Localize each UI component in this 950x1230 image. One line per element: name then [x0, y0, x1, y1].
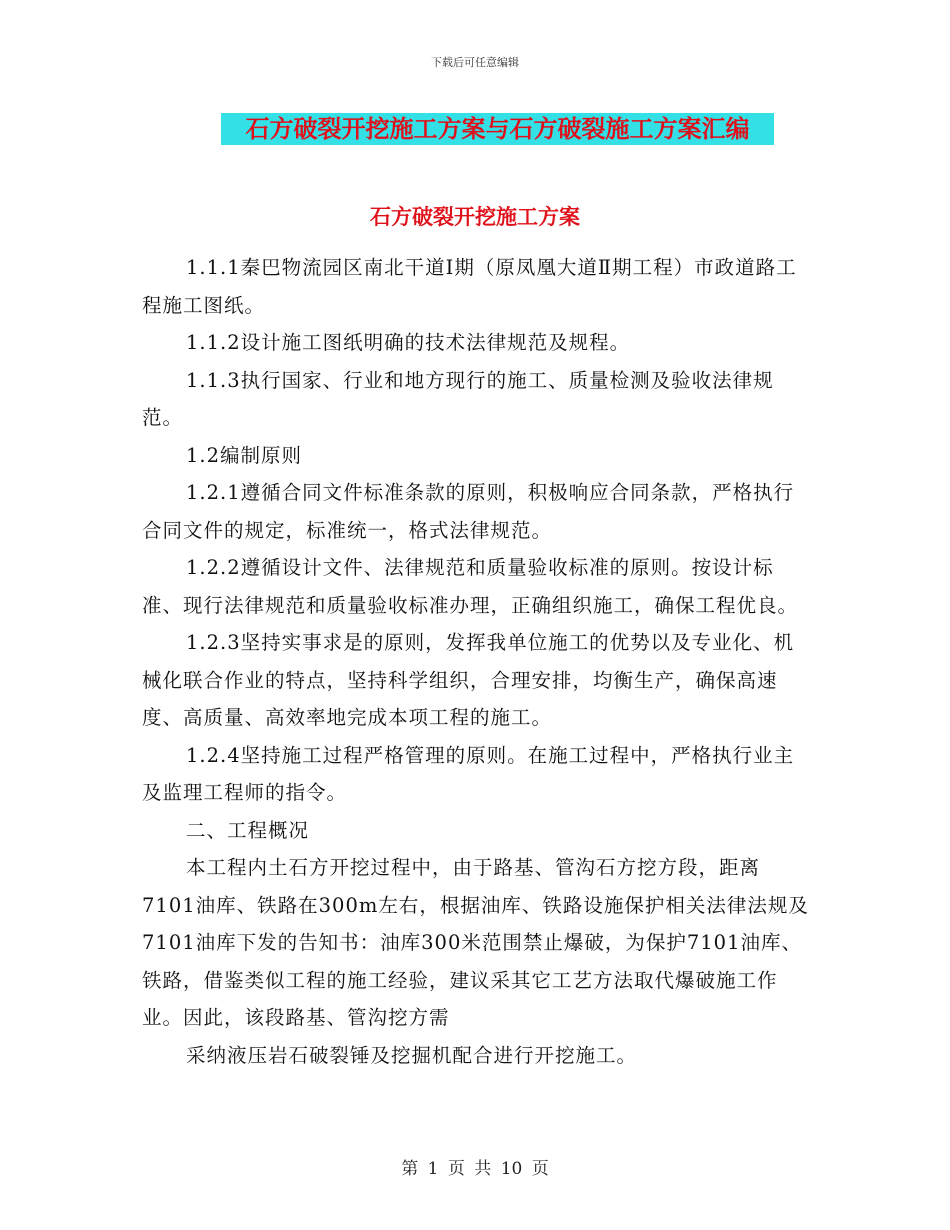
page-number: 第 1 页 共 10 页	[401, 1159, 549, 1179]
paragraph: 1.2.2遵循设计文件、法律规范和质量验收标准的原则。按设计标准、现行法律规范和质量验收标准办理，正确组织施工，确保工程优良。	[142, 556, 799, 617]
paragraph: 1.1.3执行国家、行业和地方现行的施工、质量检测及验收法律规范。	[142, 368, 774, 429]
section-heading: 石方破裂开挖施工方案	[370, 204, 580, 229]
paragraph: 二、工程概况	[186, 818, 310, 842]
paragraph: 1.2.1遵循合同文件标准条款的原则，积极响应合同条款，严格执行合同文件的规定，标准统一，格式法律规范。	[142, 481, 795, 542]
paragraph: 1.2.4坚持施工过程严格管理的原则。在施工过程中，严格执行业主及监理工程师的指令。	[142, 743, 795, 804]
document-title: 石方破裂开挖施工方案与石方破裂施工方案汇编	[221, 113, 774, 145]
paragraph: 1.1.2设计施工图纸明确的技术法律规范及规程。	[186, 331, 631, 354]
paragraph: 1.2.3坚持实事求是的原则，发挥我单位施工的优势以及专业化、机械化联合作业的特点，坚持科学组织，合理安排，均衡生产，确保高速度、高质量、高效率地完成本项工程的施工。	[142, 631, 795, 729]
document-body	[142, 249, 812, 1074]
header-note: 下载后可任意编辑	[431, 56, 519, 69]
paragraph: 采纳液压岩石破裂锤及挖掘机配合进行开挖施工。	[186, 1043, 638, 1067]
paragraph: 1.1.1秦巴物流园区南北干道Ⅰ期（原凤凰大道Ⅱ期工程）市政道路工程施工图纸。	[142, 256, 797, 317]
paragraph: 1.2编制原则	[186, 443, 303, 467]
paragraph: 本工程内土石方开挖过程中，由于路基、管沟石方挖方段，距离7101油库、铁路在300m左右，根据油库、铁路设施保护相关法律法规及7101油库下发的告知书：油库300米范围禁止爆破，为保护7101油库、铁路，借鉴类似工程的施工经验，建议采其它工艺方法取代爆破施工作业。因此，该段路基、管沟挖方需	[142, 856, 809, 1029]
